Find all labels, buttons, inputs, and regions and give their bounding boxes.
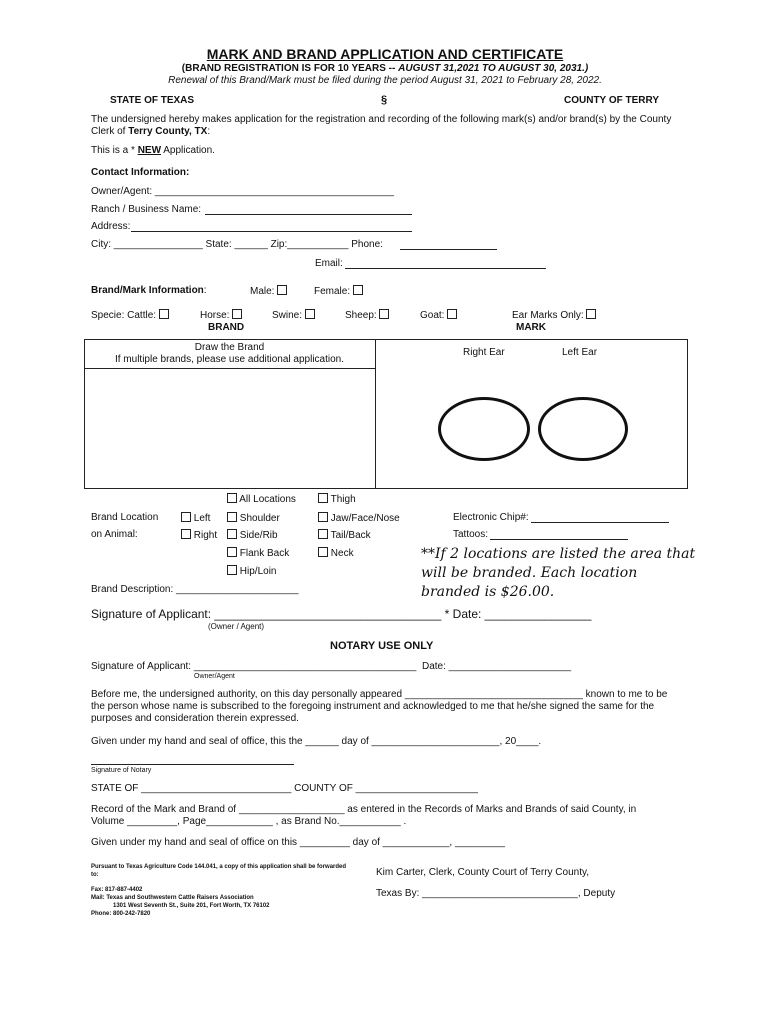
left-side-label: Left [193,513,211,524]
record-line-1[interactable]: Record of the Mark and Brand of ___________________ as entered in the Records of Marks and Brands of said County, in [91,804,637,815]
electronic-chip-field[interactable] [531,522,669,523]
mail-address-line: 1301 West Seventh St., Suite 201, Fort Worth, TX 76102 [113,903,270,909]
electronic-chip-label: Electronic Chip#: [453,512,529,523]
horse-option[interactable] [200,309,242,321]
tail-back-option[interactable] [318,529,371,541]
brand-info-heading-text: Brand/Mark Information [91,285,204,296]
brand-box-divider [84,368,375,369]
all-locations-label: All Locations [239,494,296,505]
tail-back-checkbox[interactable] [318,529,328,539]
goat-label: Goat: [420,310,445,321]
email-field[interactable] [345,268,546,269]
notary-heading: NOTARY USE ONLY [330,640,434,652]
neck-option[interactable] [318,547,354,559]
goat-checkbox[interactable] [447,309,457,319]
phone-line: Phone: 800-242-7820 [91,911,151,917]
flank-back-checkbox[interactable] [227,547,237,557]
brand-info-heading-colon: : [203,285,207,296]
sheep-checkbox[interactable] [379,309,389,319]
left-ear-outline[interactable] [538,397,628,461]
given-hand-seal-line-2[interactable]: Given under my hand and seal of office on this _________ day of ____________, _________ [91,837,506,848]
mark-drawing-box[interactable] [375,339,688,489]
owner-agent-field[interactable]: Owner/Agent: ___________________________________________ [91,186,395,197]
female-label: Female: [314,286,351,297]
draw-brand-label: Draw the Brand [194,342,265,353]
flank-back-option[interactable] [227,547,289,559]
owner-agent-caption: (Owner / Agent) [208,622,265,631]
cattle-label: Specie: Cattle: [91,310,157,321]
email-label: Email: [315,258,343,269]
hip-loin-option[interactable] [227,565,276,577]
male-checkbox[interactable] [277,285,287,295]
shoulder-checkbox[interactable] [227,512,237,522]
notary-owner-agent-caption: Owner/Agent [194,673,235,680]
swine-option[interactable] [272,309,315,321]
right-side-label: Right [193,530,218,541]
sheep-label: Sheep: [345,310,377,321]
ear-marks-checkbox[interactable] [586,309,596,319]
neck-checkbox[interactable] [318,547,328,557]
jaw-label: Jaw/Face/Nose [330,513,400,524]
jaw-option[interactable] [318,512,400,524]
tattoos-label: Tattoos: [453,529,489,540]
draw-brand-instructions: If multiple brands, please use additional application. [114,354,345,365]
neck-label: Neck [330,548,354,559]
notary-date-field[interactable]: Date: ______________________ [422,661,572,672]
address-label: Address: [91,221,131,232]
pursuant-note-line-2: to: [91,872,99,878]
intro-county: Terry County, TX [128,126,208,137]
two-locations-note: **If 2 locations are listed the area that will be branded. Each location branded is $26.00. [421,546,696,600]
phone-field[interactable] [400,249,497,250]
fax-line: Fax: 817-887-4402 [91,887,143,893]
state-label: STATE OF TEXAS [110,95,195,106]
intro-line-2-prefix: Clerk of [91,126,129,137]
application-type [91,145,215,156]
right-ear-outline[interactable] [438,397,530,461]
right-side-option[interactable] [181,529,217,541]
address-field[interactable] [131,231,412,232]
brand-location-label: Brand Location [91,512,159,523]
all-locations-option[interactable] [227,493,296,505]
ranch-field[interactable] [205,214,412,215]
hip-loin-label: Hip/Loin [239,566,277,577]
male-option[interactable] [250,285,287,297]
left-side-option[interactable] [181,512,210,524]
thigh-label: Thigh [330,494,356,505]
horse-label: Horse: [200,310,230,321]
record-line-2[interactable]: Volume _________, Page____________ , as Brand No.___________ . [91,816,407,827]
renewal-note: Renewal of this Brand/Mark must be filed during the period August 31, 2021 to February 28, 2022. [168,75,602,86]
left-ear-label: Left Ear [562,347,598,358]
side-rib-checkbox[interactable] [227,529,237,539]
brand-info-heading [91,285,207,296]
application-type-prefix: This is a * [91,145,138,156]
ear-marks-option[interactable] [512,309,596,321]
female-checkbox[interactable] [353,285,363,295]
section-symbol: § [381,94,388,106]
city-state-zip-phone[interactable]: City: ________________ State: ______ Zip:___________ Phone: [91,239,383,250]
county-label: COUNTY OF TERRY [564,95,660,106]
thigh-checkbox[interactable] [318,493,328,503]
cattle-checkbox[interactable] [159,309,169,319]
side-rib-option[interactable] [227,529,278,541]
male-label: Male: [250,286,275,297]
intro-line-2 [91,126,210,137]
goat-option[interactable] [420,309,457,321]
side-rib-label: Side/Rib [239,530,278,541]
on-animal-label: on Animal: [91,529,138,540]
application-type-suffix: Application. [161,145,215,156]
notary-applicant-signature[interactable]: Signature of Applicant: ________________________________________ [91,661,417,672]
given-hand-seal-line[interactable]: Given under my hand and seal of office, this the ______ day of _______________________, 20____. [91,736,542,747]
hip-loin-checkbox[interactable] [227,565,237,575]
contact-heading: Contact Information: [91,167,190,178]
horse-checkbox[interactable] [232,309,242,319]
intro-line-2-suffix: : [207,126,211,137]
notary-signature-caption: Signature of Notary [91,767,152,774]
mail-line: Mail: Texas and Southwestern Cattle Raisers Association [91,895,254,901]
flank-back-label: Flank Back [239,548,290,559]
shoulder-label: Shoulder [239,513,280,524]
application-type-value[interactable]: NEW [137,145,162,156]
brand-column-label: BRAND [208,322,245,333]
applicant-signature-line[interactable]: Signature of Applicant: __________________________________ * Date: ________________ [91,607,592,621]
registration-prefix: (BRAND REGISTRATION IS FOR 10 YEARS -- [181,63,399,74]
female-option[interactable] [314,285,363,297]
ranch-label: Ranch / Business Name: [91,204,202,215]
right-side-checkbox[interactable] [181,529,191,539]
left-side-checkbox[interactable] [181,512,191,522]
thigh-option[interactable] [318,493,356,505]
cattle-option[interactable] [91,309,169,321]
notary-para-line-3: purposes and consideration therein expressed. [91,713,299,724]
tattoos-field[interactable] [490,539,628,540]
registration-dates: AUGUST 31,2021 TO AUGUST 30, 2031.) [398,63,589,74]
tail-back-label: Tail/Back [330,530,371,541]
ear-marks-label: Ear Marks Only: [512,310,584,321]
notary-para-line-2: the person whose name is subscribed to the foregoing instrument and acknowledged to me that he/she signed the same for the [91,701,655,712]
state-county-line[interactable]: STATE OF ___________________________ COUNTY OF ______________________ [91,783,478,794]
notary-signature-field[interactable] [91,764,294,765]
right-ear-label: Right Ear [463,347,505,358]
sheep-option[interactable] [345,309,389,321]
all-locations-checkbox[interactable] [227,493,237,503]
shoulder-option[interactable] [227,512,280,524]
pursuant-note-line-1: Pursuant to Texas Agriculture Code 144.041, a copy of this application shall be forwarded [91,864,347,870]
notary-para-line-1: Before me, the undersigned authority, on this day personally appeared ________________________________ known to me to be [91,689,668,700]
page-title: MARK AND BRAND APPLICATION AND CERTIFICATE [206,46,564,62]
swine-checkbox[interactable] [305,309,315,319]
intro-line-1: The undersigned hereby makes application for the registration and recording of the following mark(s) and/or brand(s) by the County [91,114,672,125]
swine-label: Swine: [272,310,303,321]
registration-period [0,63,770,74]
texas-by-deputy-line[interactable]: Texas By: ____________________________, Deputy [376,888,616,899]
clerk-name: Kim Carter, Clerk, County Court of Terry County, [376,867,590,878]
mark-column-label: MARK [516,322,546,333]
jaw-checkbox[interactable] [318,512,328,522]
brand-description-field[interactable]: Brand Description: ______________________ [91,584,299,595]
